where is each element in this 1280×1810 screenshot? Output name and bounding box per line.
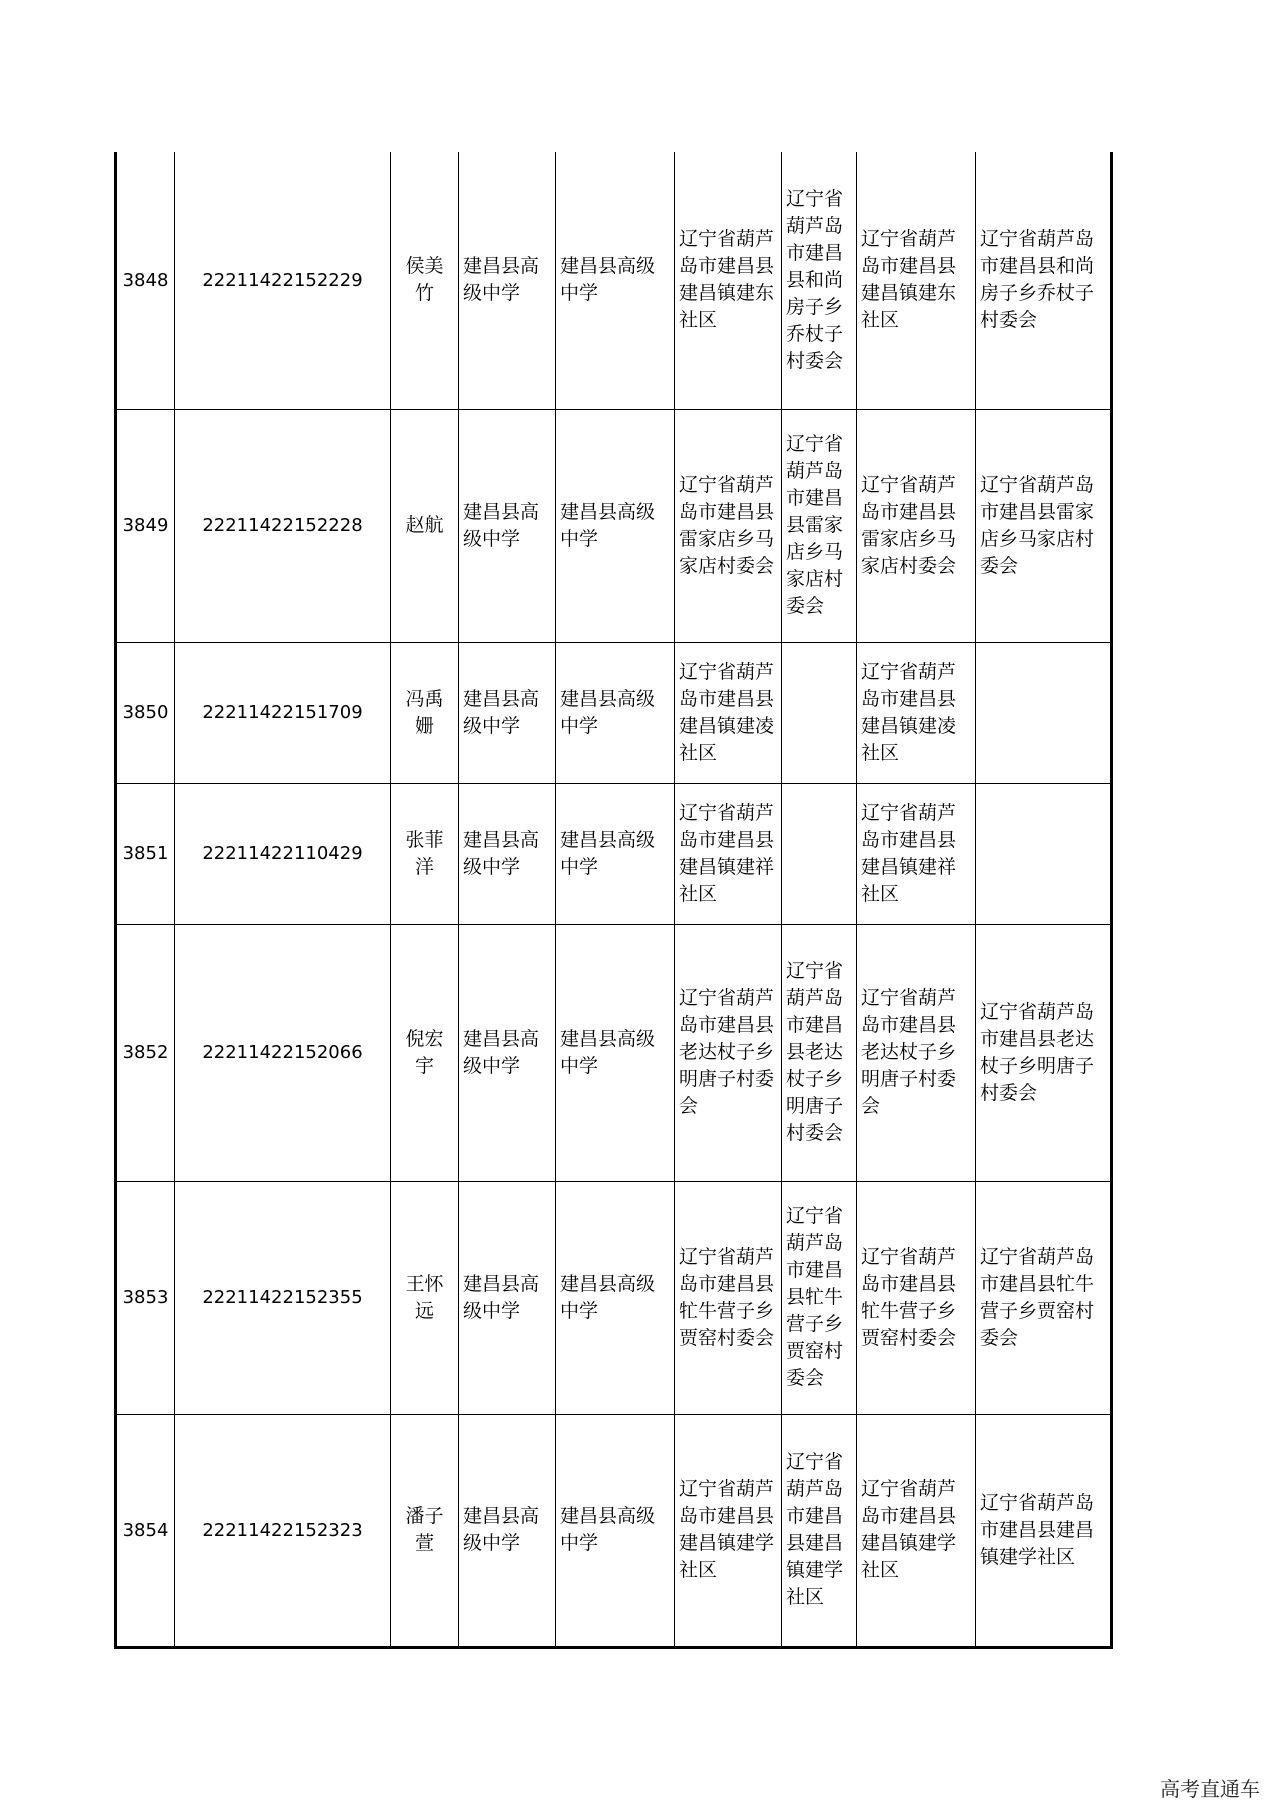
candidate-id-cell: 22211422152323: [175, 1414, 391, 1647]
school-name-2-cell: 建昌县高级中学: [556, 1181, 675, 1414]
address-1-cell: 辽宁省葫芦岛市建昌县雷家店乡马家店村委会: [675, 409, 782, 642]
address-3-cell: 辽宁省葫芦岛市建昌县雷家店乡马家店村委会: [857, 409, 976, 642]
candidate-name-cell: 王怀远: [391, 1181, 459, 1414]
row-index-cell: 3854: [116, 1414, 175, 1647]
school-name-cell: 建昌县高级中学: [459, 783, 556, 924]
address-2-cell: [782, 642, 857, 783]
address-2-cell: 辽宁省葫芦岛市建昌县和尚房子乡乔杖子村委会: [782, 152, 857, 409]
address-4-cell: [976, 783, 1112, 924]
table-row: [116, 1181, 1112, 1414]
table-row: [116, 152, 1112, 409]
address-4-cell: [976, 642, 1112, 783]
row-index-cell: 3851: [116, 783, 175, 924]
school-name-cell: 建昌县高级中学: [459, 409, 556, 642]
address-1-cell: 辽宁省葫芦岛市建昌县建昌镇建凌社区: [675, 642, 782, 783]
school-name-cell: 建昌县高级中学: [459, 1414, 556, 1647]
address-3-cell: 辽宁省葫芦岛市建昌县建昌镇建学社区: [857, 1414, 976, 1647]
row-index-cell: 3848: [116, 152, 175, 409]
school-name-cell: 建昌县高级中学: [459, 1181, 556, 1414]
address-1-cell: 辽宁省葫芦岛市建昌县建昌镇建祥社区: [675, 783, 782, 924]
candidate-name-cell: 冯禹姗: [391, 642, 459, 783]
address-2-cell: [782, 783, 857, 924]
address-2-cell: 辽宁省葫芦岛市建昌县建昌镇建学社区: [782, 1414, 857, 1647]
candidate-name-cell: 潘子萱: [391, 1414, 459, 1647]
address-3-cell: 辽宁省葫芦岛市建昌县老达杖子乡明唐子村委会: [857, 924, 976, 1181]
candidate-name-cell: 赵航: [391, 409, 459, 642]
candidate-name-cell: 倪宏宇: [391, 924, 459, 1181]
address-4-cell: 辽宁省葫芦岛市建昌县和尚房子乡乔杖子村委会: [976, 152, 1112, 409]
address-1-cell: 辽宁省葫芦岛市建昌县建昌镇建东社区: [675, 152, 782, 409]
address-4-cell: 辽宁省葫芦岛市建昌县老达杖子乡明唐子村委会: [976, 924, 1112, 1181]
row-index-cell: 3853: [116, 1181, 175, 1414]
table-row: [116, 924, 1112, 1181]
candidate-id-cell: 22211422152066: [175, 924, 391, 1181]
address-3-cell: 辽宁省葫芦岛市建昌县建昌镇建东社区: [857, 152, 976, 409]
table-body: [116, 152, 1112, 1647]
address-4-cell: 辽宁省葫芦岛市建昌县建昌镇建学社区: [976, 1414, 1112, 1647]
address-3-cell: 辽宁省葫芦岛市建昌县牤牛营子乡贾窑村委会: [857, 1181, 976, 1414]
address-2-cell: 辽宁省葫芦岛市建昌县老达杖子乡明唐子村委会: [782, 924, 857, 1181]
address-1-cell: 辽宁省葫芦岛市建昌县牤牛营子乡贾窑村委会: [675, 1181, 782, 1414]
candidate-id-cell: 22211422110429: [175, 783, 391, 924]
school-name-2-cell: 建昌县高级中学: [556, 924, 675, 1181]
school-name-cell: 建昌县高级中学: [459, 642, 556, 783]
watermark-text: 高考直通车: [1160, 1777, 1260, 1801]
address-2-cell: 辽宁省葫芦岛市建昌县雷家店乡马家店村委会: [782, 409, 857, 642]
school-name-2-cell: 建昌县高级中学: [556, 642, 675, 783]
document-table: [114, 152, 1113, 1649]
table-row: [116, 783, 1112, 924]
address-4-cell: 辽宁省葫芦岛市建昌县牤牛营子乡贾窑村委会: [976, 1181, 1112, 1414]
table-row: [116, 409, 1112, 642]
address-3-cell: 辽宁省葫芦岛市建昌县建昌镇建凌社区: [857, 642, 976, 783]
candidate-name-cell: 张菲洋: [391, 783, 459, 924]
candidate-id-cell: 22211422152229: [175, 152, 391, 409]
school-name-cell: 建昌县高级中学: [459, 152, 556, 409]
school-name-cell: 建昌县高级中学: [459, 924, 556, 1181]
candidate-name-cell: 侯美竹: [391, 152, 459, 409]
table-row: [116, 642, 1112, 783]
candidate-id-cell: 22211422151709: [175, 642, 391, 783]
address-1-cell: 辽宁省葫芦岛市建昌县老达杖子乡明唐子村委会: [675, 924, 782, 1181]
address-3-cell: 辽宁省葫芦岛市建昌县建昌镇建祥社区: [857, 783, 976, 924]
address-1-cell: 辽宁省葫芦岛市建昌县建昌镇建学社区: [675, 1414, 782, 1647]
school-name-2-cell: 建昌县高级中学: [556, 152, 675, 409]
address-4-cell: 辽宁省葫芦岛市建昌县雷家店乡马家店村委会: [976, 409, 1112, 642]
row-index-cell: 3852: [116, 924, 175, 1181]
row-index-cell: 3850: [116, 642, 175, 783]
school-name-2-cell: 建昌县高级中学: [556, 409, 675, 642]
table-row: [116, 1414, 1112, 1647]
candidate-id-cell: 22211422152355: [175, 1181, 391, 1414]
row-index-cell: 3849: [116, 409, 175, 642]
school-name-2-cell: 建昌县高级中学: [556, 1414, 675, 1647]
school-name-2-cell: 建昌县高级中学: [556, 783, 675, 924]
candidate-id-cell: 22211422152228: [175, 409, 391, 642]
address-2-cell: 辽宁省葫芦岛市建昌县牤牛营子乡贾窑村委会: [782, 1181, 857, 1414]
